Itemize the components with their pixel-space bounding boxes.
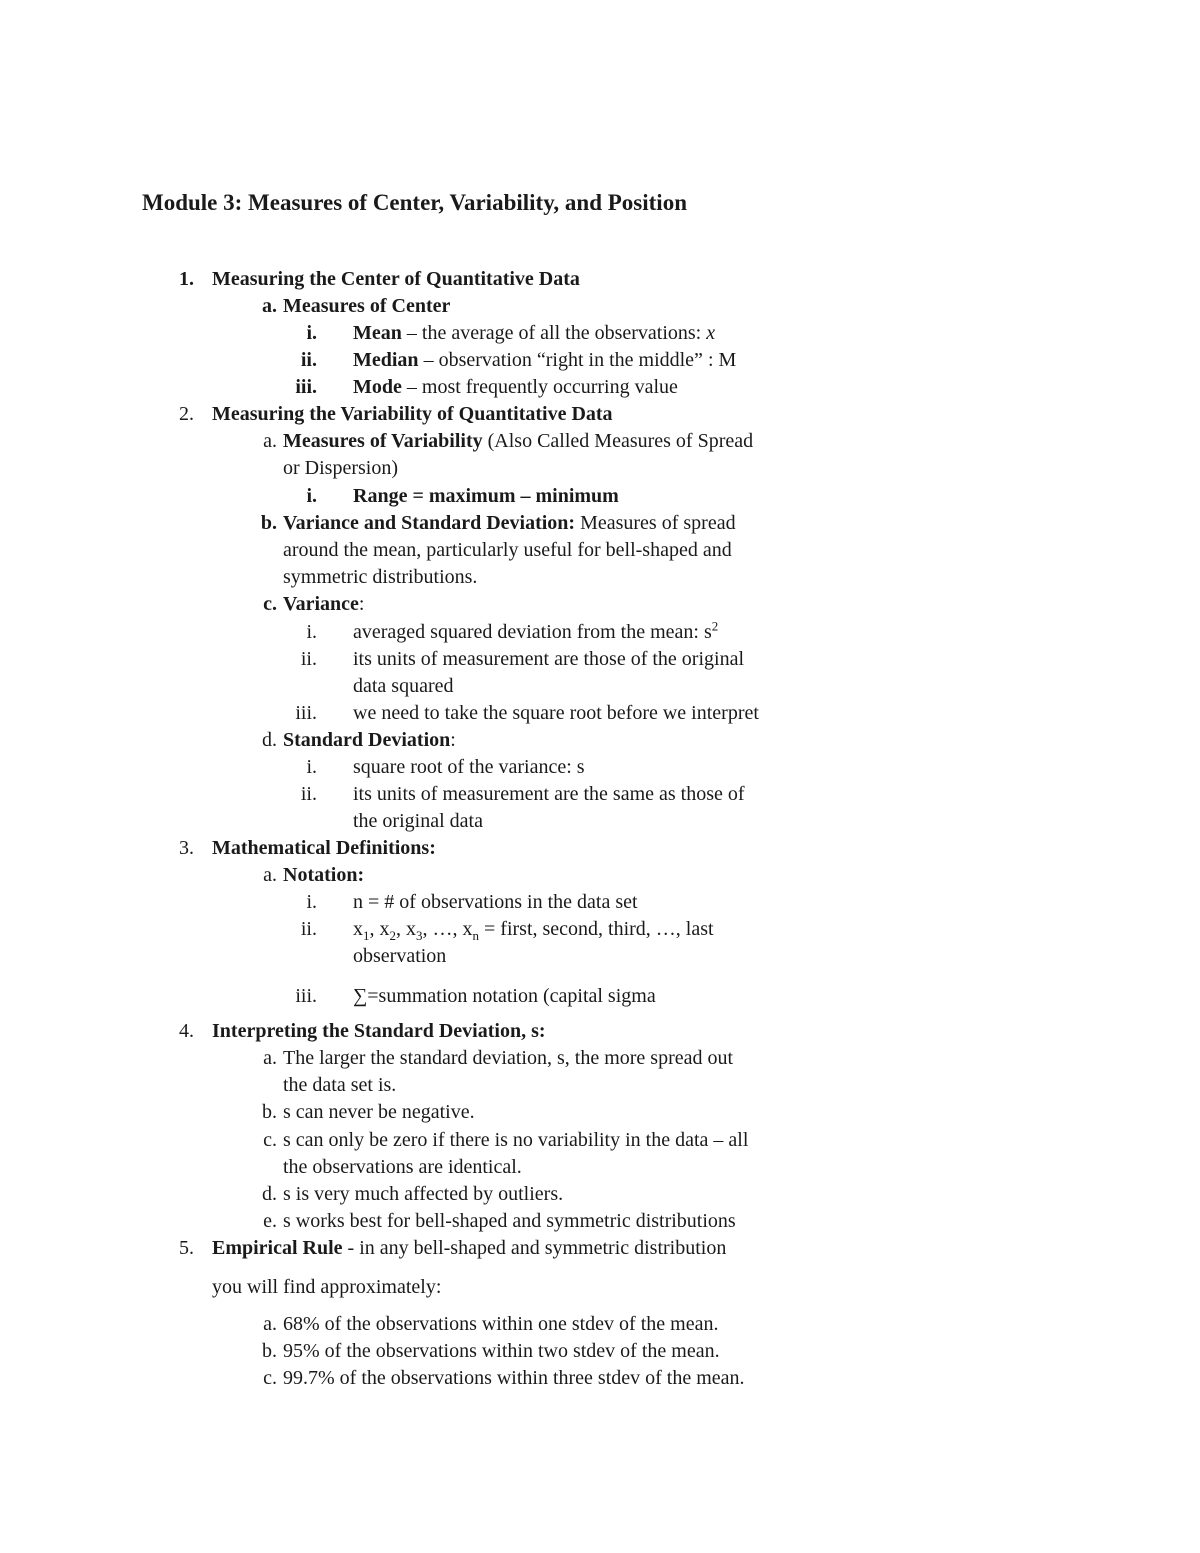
list-marker: ii. <box>300 783 317 805</box>
item-text: n = # of observations in the data set <box>353 891 638 913</box>
term: Mean <box>353 322 402 344</box>
term: Mode <box>353 376 402 398</box>
item-text: ∑=summation notation (capital sigma <box>353 985 656 1007</box>
section-heading: Interpreting the Standard Deviation, s: <box>212 1020 546 1042</box>
list-marker: ii. <box>300 918 317 940</box>
item-text: around the mean, particularly useful for bell-shaped and <box>283 539 732 561</box>
list-marker: ii. <box>300 648 317 670</box>
subsection-heading: Measures of Center <box>283 295 451 317</box>
item-text: : <box>450 729 456 751</box>
item-text: the data set is. <box>283 1074 397 1096</box>
item-text: Range = maximum – minimum <box>353 485 619 507</box>
item-text: we need to take the square root before we interpret <box>353 702 759 724</box>
item-text: – most frequently occurring value <box>401 376 678 398</box>
term: Median <box>353 349 419 371</box>
term: Variance and Standard Deviation: <box>283 512 576 534</box>
item-text: - in any bell-shaped and symmetric distribution <box>342 1237 727 1259</box>
term: Empirical Rule <box>212 1237 343 1259</box>
section-heading: Measuring the Variability of Quantitative Data <box>212 403 613 425</box>
item-text: : <box>358 593 365 615</box>
item-text: symmetric distributions. <box>283 566 478 588</box>
item-text: you will find approximately: <box>212 1276 442 1298</box>
term: Standard Deviation <box>283 729 451 751</box>
item-text: square root of the variance: s <box>353 756 585 778</box>
term: Measures of Variability <box>283 430 483 452</box>
list-marker: a. <box>262 295 277 317</box>
list-marker: a. <box>263 1313 277 1335</box>
subsection-heading: Notation: <box>283 864 365 886</box>
list-marker: 3. <box>179 837 194 859</box>
list-marker: c. <box>263 593 277 615</box>
list-marker: 5. <box>179 1237 194 1259</box>
list-marker: a. <box>263 430 277 452</box>
list-marker: i. <box>306 621 317 643</box>
list-marker: b. <box>262 1340 277 1362</box>
mean-symbol: x <box>706 322 716 344</box>
list-marker: c. <box>263 1129 277 1151</box>
list-marker: iii. <box>295 985 317 1007</box>
list-marker: a. <box>263 1047 277 1069</box>
section-heading: Mathematical Definitions: <box>212 837 436 859</box>
item-text: s can only be zero if there is no variability in the data – all <box>283 1129 749 1151</box>
list-marker: i. <box>306 485 317 507</box>
superscript: 2 <box>711 618 719 634</box>
list-marker: 4. <box>179 1020 194 1042</box>
item-text: s can never be negative. <box>283 1101 475 1123</box>
item-text: its units of measurement are the same as those of <box>353 783 745 805</box>
list-marker: d. <box>262 1183 277 1205</box>
list-marker: i. <box>306 756 317 778</box>
item-text: the observations are identical. <box>283 1156 522 1178</box>
list-marker: 1. <box>179 268 194 290</box>
item-text: data squared <box>353 675 454 697</box>
list-marker: c. <box>263 1367 277 1389</box>
item-text: 95% of the observations within two stdev of the mean. <box>283 1340 720 1362</box>
list-marker: d. <box>262 729 277 751</box>
list-marker: iii. <box>295 702 317 724</box>
item-text: s is very much affected by outliers. <box>283 1183 564 1205</box>
item-text: Measures of spread <box>575 512 736 534</box>
item-text: 68% of the observations within one stdev of the mean. <box>283 1313 719 1335</box>
page-title: Module 3: Measures of Center, Variability, and Position <box>142 190 687 215</box>
term: Variance <box>283 593 359 615</box>
item-text: (Also Called Measures of Spread <box>482 430 754 452</box>
item-text: 99.7% of the observations within three stdev of the mean. <box>283 1367 745 1389</box>
item-text: the original data <box>353 810 483 832</box>
item-text: – the average of all the observations: <box>401 322 707 344</box>
list-marker: 2. <box>179 403 194 425</box>
list-marker: a. <box>263 864 277 886</box>
observation-notation: $x_1$, $x_2$, $x_3$, …, $x_n$ = first, second, third, …, last <box>353 918 714 943</box>
item-text: or Dispersion) <box>283 457 398 479</box>
item-text: observation <box>353 945 447 967</box>
item-text: averaged squared deviation from the mean: s <box>353 621 712 643</box>
list-marker: i. <box>306 891 317 913</box>
item-text: The larger the standard deviation, s, the more spread out <box>283 1047 734 1069</box>
list-marker: e. <box>263 1210 277 1232</box>
list-marker: b. <box>260 512 277 534</box>
item-text: – observation “right in the middle” : M <box>418 349 737 371</box>
section-heading: Measuring the Center of Quantitative Data <box>212 268 580 290</box>
item-text: its units of measurement are those of the original <box>353 648 745 670</box>
list-marker: i. <box>306 322 317 344</box>
list-marker: b. <box>262 1101 277 1123</box>
item-text: s works best for bell-shaped and symmetric distributions <box>283 1210 736 1232</box>
list-marker: iii. <box>295 376 317 398</box>
list-marker: ii. <box>300 349 317 371</box>
